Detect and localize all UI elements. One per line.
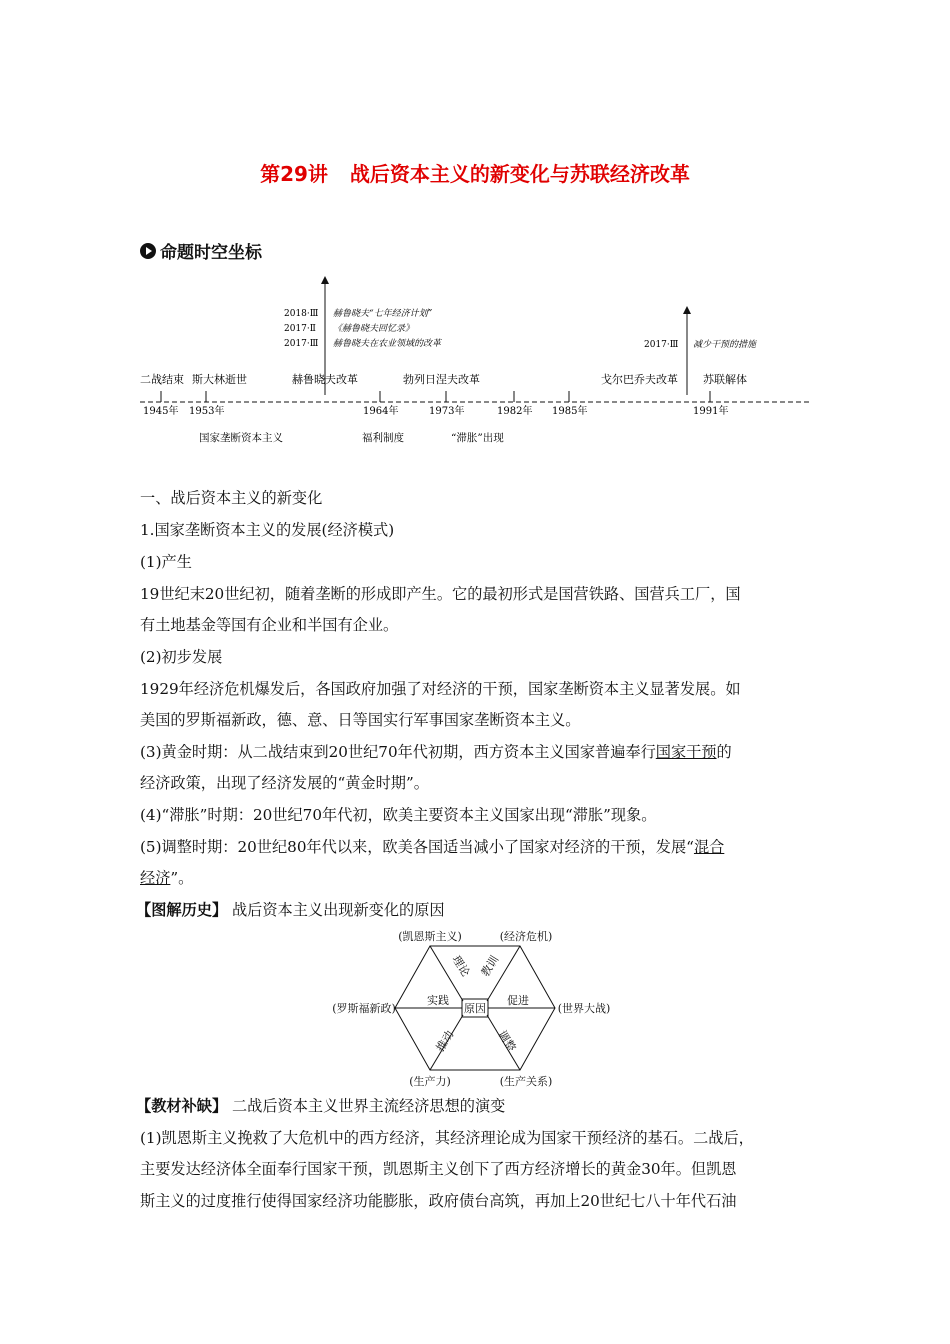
paragraph-line: 经济政策，出现了经济发展的“黄金时期”。 <box>140 774 429 792</box>
underlined-term: 经济 <box>140 869 171 887</box>
exam-ref-text: 赫鲁晓夫“七年经济计划” <box>333 309 433 319</box>
tujie-tag: 【图解历史】 <box>136 901 228 919</box>
exam-ref-tag: 2017·Ⅱ <box>284 324 316 334</box>
edge-label: 实践 <box>427 994 449 1007</box>
section-heading-label: 命题时空坐标 <box>160 243 262 263</box>
paragraph-line: (1)凯恩斯主义挽救了大危机中的西方经济，其经济理论成为国家干预经济的基石。二战后， <box>140 1129 754 1147</box>
paragraph-line <box>140 741 732 762</box>
edge-label: 调整 <box>495 1028 519 1054</box>
paragraph-head: (1)产生 <box>140 553 192 571</box>
text-span: (5)调整时期：20世纪80年代以来，欧美各国适当减小了国家对经济的干预，发展“ <box>140 838 694 856</box>
timeline-below-label: “滞胀”出现 <box>451 432 504 444</box>
tujie-line <box>136 899 445 920</box>
timeline-event: 赫鲁晓夫改革 <box>292 373 358 386</box>
timeline-below-label: 福利制度 <box>362 432 404 444</box>
edge-label: 教训 <box>478 953 502 979</box>
timeline-year: 1973年 <box>429 406 465 417</box>
node-label: (世界大战) <box>557 1002 611 1015</box>
edge-label: 促进 <box>507 994 529 1007</box>
node-label: (经济危机) <box>499 930 553 943</box>
page-title <box>0 158 950 187</box>
heading-2: 1.国家垄断资本主义的发展(经济模式) <box>140 521 395 539</box>
timeline-chart <box>0 270 950 460</box>
paragraph-line: 19世纪末20世纪初，随着垄断的形成即产生。它的最初形式是国营铁路、国营兵工厂，国 <box>140 585 741 603</box>
text-span: ”。 <box>170 869 194 887</box>
timeline-event: 勃列日涅夫改革 <box>403 373 480 386</box>
timeline-event: 戈尔巴乔夫改革 <box>601 373 678 386</box>
heading-1: 一、战后资本主义的新变化 <box>140 489 323 507</box>
paragraph-line: 美国的罗斯福新政，德、意、日等国实行军事国家垄断资本主义。 <box>140 711 581 729</box>
underlined-term: 国家干预 <box>655 743 717 761</box>
jiaocai-tag: 【教材补缺】 <box>136 1097 228 1115</box>
center-label: 原因 <box>464 1002 486 1015</box>
section-heading <box>140 238 262 263</box>
node-label: (罗斯福新政) <box>332 1002 396 1015</box>
timeline-year: 1985年 <box>552 406 588 417</box>
paragraph-line: 1929年经济危机爆发后，各国政府加强了对经济的干预，国家垄断资本主义显著发展。如 <box>140 680 741 698</box>
paragraph-line: 主要发达经济体全面奉行国家干预，凯恩斯主义创下了西方经济增长的黄金30年。但凯恩 <box>140 1160 737 1178</box>
timeline-event: 苏联解体 <box>703 373 747 386</box>
exam-ref-tag: 2017·Ⅲ <box>644 340 679 350</box>
edge-label: 推动 <box>433 1028 457 1054</box>
lecture-number: 第29讲 <box>260 162 328 186</box>
exam-ref-text: 《赫鲁晓夫回忆录》 <box>333 324 415 334</box>
lecture-title: 战后资本主义的新变化与苏联经济改革 <box>349 162 690 186</box>
paragraph-line <box>140 867 193 888</box>
play-icon <box>140 243 156 259</box>
node-label: (生产力) <box>409 1075 451 1088</box>
text-span: (3)黄金时期：从二战结束到20世纪70年代初期，西方资本主义国家普遍奉行 <box>140 743 656 761</box>
jiaocai-line <box>136 1095 505 1116</box>
node-label: (生产关系) <box>499 1075 553 1088</box>
node-label: (凯恩斯主义) <box>398 930 462 943</box>
jiaocai-text: 二战后资本主义世界主流经济思想的演变 <box>231 1097 506 1115</box>
paragraph-head: (2)初步发展 <box>140 648 223 666</box>
tujie-text: 战后资本主义出现新变化的原因 <box>231 901 445 919</box>
timeline-event: 斯大林逝世 <box>192 373 247 386</box>
timeline-below-label: 国家垄断资本主义 <box>199 432 283 444</box>
paragraph-line <box>140 836 724 857</box>
underlined-term: 混合 <box>693 838 725 856</box>
timeline-year: 1964年 <box>363 406 399 417</box>
timeline-event: 二战结束 <box>140 373 184 386</box>
timeline-year: 1953年 <box>189 406 225 417</box>
text-span: 的 <box>716 743 732 761</box>
paragraph-line: 斯主义的过度推行使得国家经济功能膨胀，政府债台高筑，再加上20世纪七八十年代石油 <box>140 1192 737 1210</box>
exam-ref-tag: 2017·Ⅲ <box>284 339 319 349</box>
exam-ref-text: 赫鲁晓夫在农业领域的改革 <box>333 339 442 349</box>
exam-ref-text: 减少干预的措施 <box>693 340 757 350</box>
paragraph-line: (4)“滞胀”时期：20世纪70年代初，欧美主要资本主义国家出现“滞胀”现象。 <box>140 806 657 824</box>
causes-diagram <box>330 928 620 1088</box>
timeline-year: 1945年 <box>143 406 179 417</box>
edge-label: 理论 <box>449 953 473 979</box>
paragraph-line: 有土地基金等国有企业和半国有企业。 <box>140 616 399 634</box>
timeline-year: 1982年 <box>497 406 533 417</box>
timeline-year: 1991年 <box>693 406 729 417</box>
exam-ref-tag: 2018·Ⅲ <box>284 309 319 319</box>
